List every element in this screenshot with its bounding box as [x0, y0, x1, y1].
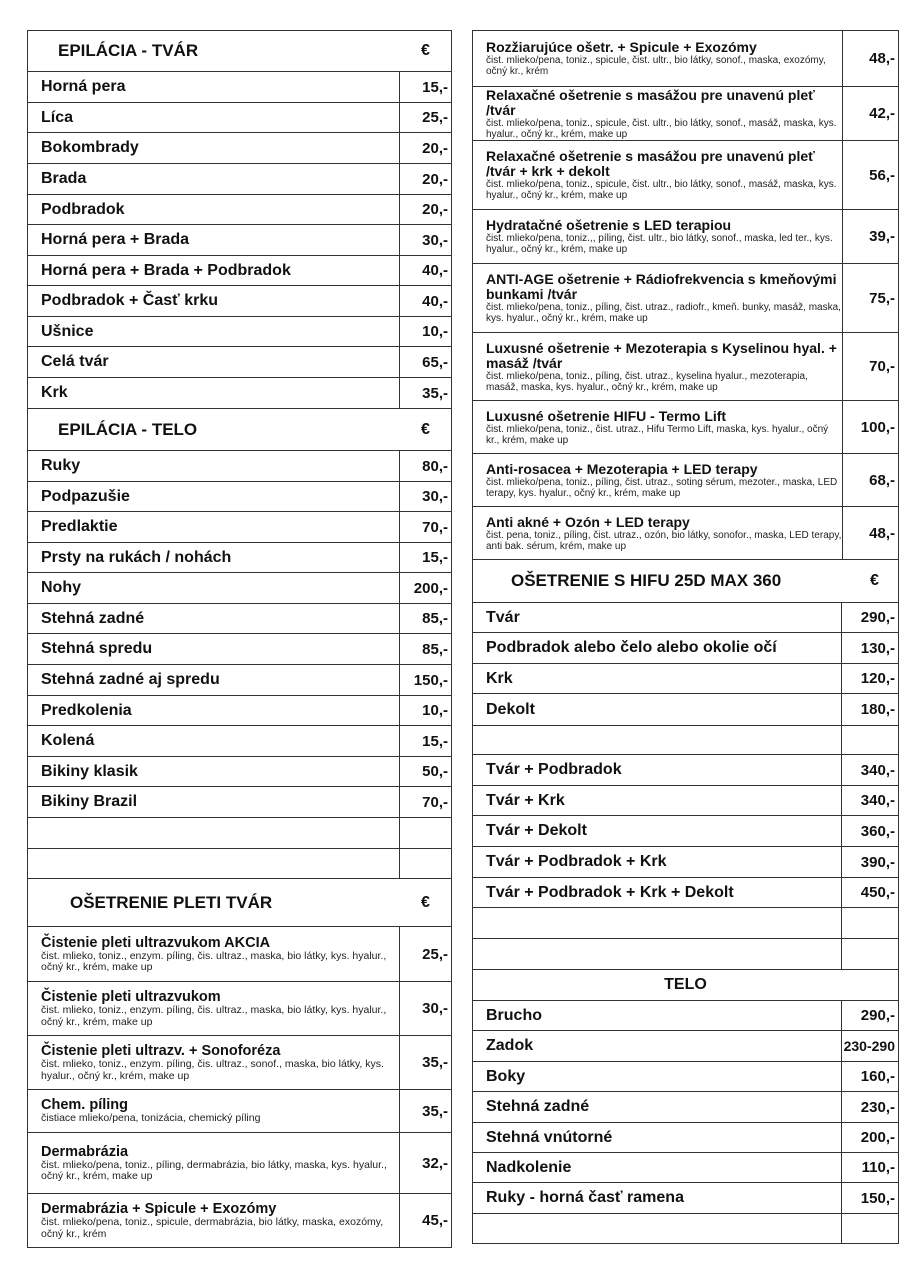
- treatment-description: čistiace mlieko/pena, tonizácia, chemický píling: [41, 1112, 261, 1125]
- treatment-description: čist. mlieko/pena, toniz.,, píling, čist. ultr., bio látky, sonof., maska, led ter., kys. hyalur., očný kr., krém, make up: [486, 233, 833, 255]
- service-price: 15,-: [399, 72, 451, 102]
- section-title: TELO: [664, 976, 707, 993]
- price-row: [473, 755, 898, 786]
- service-price: 160,-: [841, 1062, 898, 1091]
- treatment-row: [28, 1133, 451, 1194]
- treatment-title: Anti-rosacea + Mezoterapia + LED terapy: [486, 460, 758, 477]
- treatment-info: [486, 401, 842, 453]
- treatment-title: Hydratačné ošetrenie s LED terapiou: [486, 217, 732, 233]
- service-name: Tvár: [486, 608, 520, 626]
- price-row: [28, 378, 451, 409]
- treatment-title: ANTI-AGE ošetrenie + Rádiofrekvencia s kmeňovými bunkami /tvár: [486, 271, 837, 302]
- service-name: Brada: [41, 170, 87, 187]
- right-price-panel: [472, 30, 899, 1244]
- treatment-title: Chem. píling: [41, 1097, 128, 1114]
- service-price: 15,-: [399, 726, 451, 756]
- treatment-row: [473, 333, 898, 401]
- service-name: Krk: [41, 384, 68, 401]
- price-row: [473, 1001, 898, 1031]
- treatment-price: 30,-: [399, 982, 451, 1035]
- treatment-row: [28, 1194, 451, 1247]
- service-name: Bokombrady: [41, 139, 139, 156]
- price-row: [28, 512, 451, 543]
- empty-price-cell: [841, 908, 898, 938]
- price-row: [28, 103, 451, 133]
- treatment-info: [41, 1194, 389, 1247]
- service-name: Krk: [486, 669, 513, 687]
- treatment-description: čist. mlieko/pena, toniz., píling, čist. utraz., soting sérum, mezoter., maska, LED terapy, kys. hyalur., očný kr., krém, make up: [486, 476, 838, 499]
- service-name: Nadkolenie: [486, 1158, 572, 1176]
- service-price: 15,-: [399, 543, 451, 572]
- service-price: 200,-: [841, 1123, 898, 1152]
- service-name: Ruky: [41, 457, 81, 474]
- service-name: Podbradok + Časť krku: [41, 292, 219, 309]
- price-row: [28, 225, 451, 256]
- price-row: [473, 847, 898, 878]
- currency-label: €: [421, 420, 430, 438]
- price-row: [28, 347, 451, 378]
- service-price: 390,-: [841, 847, 898, 877]
- service-name: Bikiny klasik: [41, 762, 138, 780]
- empty-price-cell: [841, 1214, 898, 1243]
- section-header-telo: [473, 970, 898, 1001]
- treatment-row: [473, 87, 898, 141]
- treatment-title: Čistenie pleti ultrazvukom: [41, 989, 221, 1005]
- price-row: [28, 195, 451, 225]
- empty-price-cell: [841, 726, 898, 754]
- service-price: 340,-: [841, 786, 898, 815]
- price-row: [28, 573, 451, 604]
- price-row: [473, 1123, 898, 1153]
- service-name: Tvár + Podbradok + Krk + Dekolt: [486, 883, 734, 901]
- treatment-info: [41, 982, 389, 1035]
- price-row: [473, 603, 898, 633]
- service-price: 30,-: [399, 225, 451, 255]
- price-row: [28, 164, 451, 195]
- service-price: 120,-: [841, 664, 898, 693]
- empty-row: [28, 849, 451, 879]
- empty-row: [473, 908, 898, 939]
- service-price: 80,-: [399, 451, 451, 481]
- service-name: Horná pera + Brada: [41, 231, 190, 248]
- price-row: [28, 256, 451, 286]
- service-price: 230-290: [841, 1031, 898, 1061]
- treatment-title: Rozžiarujúce ošetr. + Spicule + Exozómy: [486, 39, 757, 55]
- treatment-info: [486, 210, 842, 263]
- treatment-price: 100,-: [842, 401, 898, 453]
- treatment-row: [473, 401, 898, 454]
- treatment-price: 42,-: [842, 87, 898, 140]
- service-name: Ušnice: [41, 322, 94, 340]
- service-name: Nohy: [41, 579, 81, 596]
- service-name: Boky: [486, 1067, 526, 1085]
- service-price: 65,-: [399, 347, 451, 377]
- price-row: [473, 664, 898, 694]
- service-name: Stehná zadné: [486, 1098, 590, 1115]
- service-name: Horná pera: [41, 78, 126, 95]
- service-price: 70,-: [399, 512, 451, 542]
- treatment-title: Čistenie pleti ultrazv. + Sonoforéza: [41, 1043, 281, 1059]
- section-header-epilacia-tvar: [28, 31, 451, 72]
- treatment-price: 35,-: [399, 1036, 451, 1089]
- section-title: EPILÁCIA - TVÁR: [58, 41, 199, 60]
- section-header-hifu: [473, 560, 898, 603]
- price-row: [28, 696, 451, 726]
- treatment-title: Dermabrázia: [41, 1143, 129, 1160]
- price-row: [473, 633, 898, 664]
- empty-row: [473, 939, 898, 970]
- service-name: Líca: [41, 108, 74, 126]
- treatment-price: 68,-: [842, 454, 898, 506]
- price-row: [28, 634, 451, 665]
- service-price: 360,-: [841, 816, 898, 846]
- service-price: 340,-: [841, 755, 898, 785]
- empty-price-cell: [399, 849, 451, 878]
- treatment-title: Anti akné + Ozón + LED terapy: [486, 513, 690, 530]
- service-price: 35,-: [399, 378, 451, 408]
- treatment-description: čist. mlieko/pena, toniz., spicule, čist. ultr., bio látky, sonof., masáž, maska, kys. hyalur., očný kr., krém, make up: [486, 179, 837, 201]
- treatment-row: [473, 264, 898, 333]
- treatment-price: 25,-: [399, 927, 451, 981]
- currency-label: €: [421, 893, 430, 911]
- service-name: Tvár + Podbradok + Krk: [486, 853, 667, 870]
- service-price: 10,-: [399, 317, 451, 346]
- price-row: [28, 286, 451, 317]
- service-name: Podbradok alebo čelo alebo okolie očí: [486, 639, 777, 656]
- service-name: Bikiny Brazil: [41, 793, 138, 810]
- treatment-info: [486, 141, 842, 209]
- empty-row: [473, 1214, 898, 1243]
- service-name: Kolená: [41, 732, 95, 749]
- service-name: Stehná spredu: [41, 640, 153, 657]
- section-title: OŠETRENIE PLETI TVÁR: [70, 892, 273, 912]
- service-price: 85,-: [399, 634, 451, 664]
- treatment-price: 75,-: [842, 264, 898, 332]
- treatment-description: čist. mlieko/pena, toniz., spicule, čist. ultr., bio látky, sonof., maska, exozómy, očný kr., krém: [486, 55, 826, 77]
- service-name: Brucho: [486, 1006, 542, 1024]
- service-price: 290,-: [841, 603, 898, 632]
- price-row: [28, 317, 451, 347]
- service-name: Podbradok: [41, 200, 125, 218]
- price-row: [28, 451, 451, 482]
- price-row: [473, 878, 898, 908]
- treatment-row: [28, 1090, 451, 1133]
- treatment-info: [486, 264, 842, 332]
- empty-row: [28, 818, 451, 849]
- treatment-description: čist. pena, toniz., píling, čist. utraz., ozón, bio látky, sonofor., maska, LED terapy, anti bak. sérum, krém, make up: [486, 529, 842, 552]
- service-price: 20,-: [399, 195, 451, 224]
- currency-label: €: [421, 42, 430, 59]
- treatment-row: [28, 927, 451, 982]
- service-name: Predlaktie: [41, 518, 118, 535]
- price-row: [28, 133, 451, 164]
- treatment-description: čist. mlieko, toniz., enzym. píling, čis. ultraz., sonof., maska, bio látky, kys. hyalur., očný kr., krém, make up: [41, 1058, 384, 1082]
- treatment-info: [486, 31, 842, 86]
- treatment-info: [486, 454, 842, 506]
- treatment-row: [28, 982, 451, 1036]
- service-price: 25,-: [399, 103, 451, 132]
- treatment-info: [486, 87, 842, 140]
- price-row: [28, 757, 451, 787]
- treatment-title: Luxusné ošetrenie HIFU - Termo Lift: [486, 407, 727, 424]
- treatment-description: čist. mlieko/pena, toniz., čist. utraz., Hifu Termo Lift, maska, kys. hyalur., očný kr., krém, make up: [486, 423, 829, 446]
- treatment-info: [41, 1133, 389, 1193]
- treatment-description: čist. mlieko, toniz., enzym. píling, čis. ultraz., maska, bio látky, kys. hyalur., očný kr., krém, make up: [41, 1004, 387, 1028]
- service-price: 150,-: [841, 1183, 898, 1213]
- price-row: [28, 604, 451, 634]
- service-name: Horná pera + Brada + Podbradok: [41, 261, 291, 279]
- treatment-price: 32,-: [399, 1133, 451, 1193]
- service-price: 130,-: [841, 633, 898, 663]
- service-name: Ruky - horná časť ramena: [486, 1189, 684, 1206]
- section-header-epilacia-telo: [28, 409, 451, 451]
- treatment-description: čist. mlieko/pena, toniz., píling, dermabrázia, bio látky, maska, kys. hyalur., očný kr., krém, make up: [41, 1158, 387, 1182]
- service-price: 30,-: [399, 482, 451, 511]
- currency-label: €: [870, 572, 879, 589]
- treatment-info: [41, 1090, 389, 1132]
- section-header-osetrenie-pleti: [28, 879, 451, 927]
- treatment-price: 48,-: [842, 31, 898, 86]
- treatment-info: [41, 1036, 389, 1089]
- price-row: [28, 726, 451, 757]
- service-name: Celá tvár: [41, 353, 109, 370]
- treatment-description: čist. mlieko/pena, toniz., spicule, čist. ultr., bio látky, sonof., masáž, maska, kys. hyalur., očný kr., krém, make up: [486, 117, 837, 140]
- service-name: Dekolt: [486, 700, 535, 718]
- service-price: 20,-: [399, 133, 451, 163]
- treatment-price: 70,-: [842, 333, 898, 400]
- empty-price-cell: [841, 939, 898, 969]
- service-price: 10,-: [399, 696, 451, 725]
- treatment-row: [473, 454, 898, 507]
- price-row: [28, 665, 451, 696]
- treatment-row: [473, 507, 898, 560]
- empty-row: [473, 726, 898, 755]
- service-price: 20,-: [399, 164, 451, 194]
- price-row: [28, 543, 451, 573]
- left-price-panel: [27, 30, 452, 1248]
- treatment-description: čist. mlieko/pena, toniz., spicule, dermabrázia, bio látky, maska, exozómy, očný kr., krém: [41, 1216, 384, 1240]
- service-price: 40,-: [399, 256, 451, 285]
- treatment-info: [486, 333, 842, 400]
- service-name: Zadok: [486, 1037, 534, 1054]
- treatment-info: [486, 507, 842, 559]
- service-price: 290,-: [841, 1001, 898, 1030]
- treatment-row: [473, 31, 898, 87]
- treatment-title: Luxusné ošetrenie + Mezoterapia s Kyselinou hyal. + masáž /tvár: [486, 339, 837, 371]
- treatment-price: 45,-: [399, 1194, 451, 1247]
- service-price: 150,-: [399, 665, 451, 695]
- treatment-row: [473, 210, 898, 264]
- empty-price-cell: [399, 818, 451, 848]
- service-name: Tvár + Podbradok: [486, 761, 622, 778]
- treatment-price: 39,-: [842, 210, 898, 263]
- treatment-row: [28, 1036, 451, 1090]
- price-row: [28, 72, 451, 103]
- treatment-description: čist. mlieko/pena, toniz., píling, čist. utraz., radiofr., kmeň. bunky, masáž, maska, kys. hyalur., očný kr., krém, make up: [486, 302, 841, 324]
- treatment-title: Dermabrázia + Spicule + Exozómy: [41, 1201, 277, 1217]
- treatment-title: Čistenie pleti ultrazvukom AKCIA: [41, 934, 271, 951]
- service-name: Stehná zadné: [41, 609, 145, 627]
- service-price: 110,-: [841, 1153, 898, 1182]
- service-price: 70,-: [399, 787, 451, 817]
- treatment-price: 56,-: [842, 141, 898, 209]
- service-price: 200,-: [399, 573, 451, 603]
- price-row: [473, 1153, 898, 1183]
- treatment-row: [473, 141, 898, 210]
- treatment-info: [41, 927, 389, 981]
- service-price: 85,-: [399, 604, 451, 633]
- service-name: Podpazušie: [41, 487, 130, 505]
- service-name: Stehná vnútorné: [486, 1128, 613, 1146]
- service-name: Prsty na rukách / nohách: [41, 548, 232, 566]
- treatment-title: Relaxačné ošetrenie s masážou pre unavenú pleť /tvár + krk + dekolt: [486, 148, 815, 179]
- service-name: Tvár + Dekolt: [486, 822, 587, 839]
- price-row: [473, 1062, 898, 1092]
- price-row: [473, 786, 898, 816]
- service-price: 40,-: [399, 286, 451, 316]
- treatment-price: 48,-: [842, 507, 898, 559]
- treatment-description: čist. mlieko/pena, toniz., píling, čist. utraz., kyselina hyalur., mezoterapia, masáž, maska, kys. hyalur., očný kr., krém, make up: [486, 370, 808, 393]
- service-price: 180,-: [841, 694, 898, 725]
- service-price: 450,-: [841, 878, 898, 907]
- treatment-description: čist. mlieko, toniz., enzym. píling, čis. ultraz., maska, bio látky, kys. hyalur., očný kr., krém, make up: [41, 949, 387, 973]
- section-title: OŠETRENIE S HIFU 25D MAX 360: [511, 571, 782, 590]
- service-name: Tvár + Krk: [486, 791, 565, 809]
- treatment-title: Relaxačné ošetrenie s masážou pre unavenú pleť /tvár: [486, 86, 815, 118]
- price-row: [28, 787, 451, 818]
- price-row: [473, 1183, 898, 1214]
- price-row: [473, 816, 898, 847]
- price-row: [28, 482, 451, 512]
- price-row: [473, 694, 898, 726]
- service-price: 230,-: [841, 1092, 898, 1122]
- service-name: Stehná zadné aj spredu: [41, 671, 220, 688]
- price-row: [473, 1031, 898, 1062]
- price-row: [473, 1092, 898, 1123]
- treatment-price: 35,-: [399, 1090, 451, 1132]
- service-price: 50,-: [399, 757, 451, 786]
- section-title: EPILÁCIA - TELO: [58, 419, 198, 439]
- service-name: Predkolenia: [41, 701, 132, 719]
